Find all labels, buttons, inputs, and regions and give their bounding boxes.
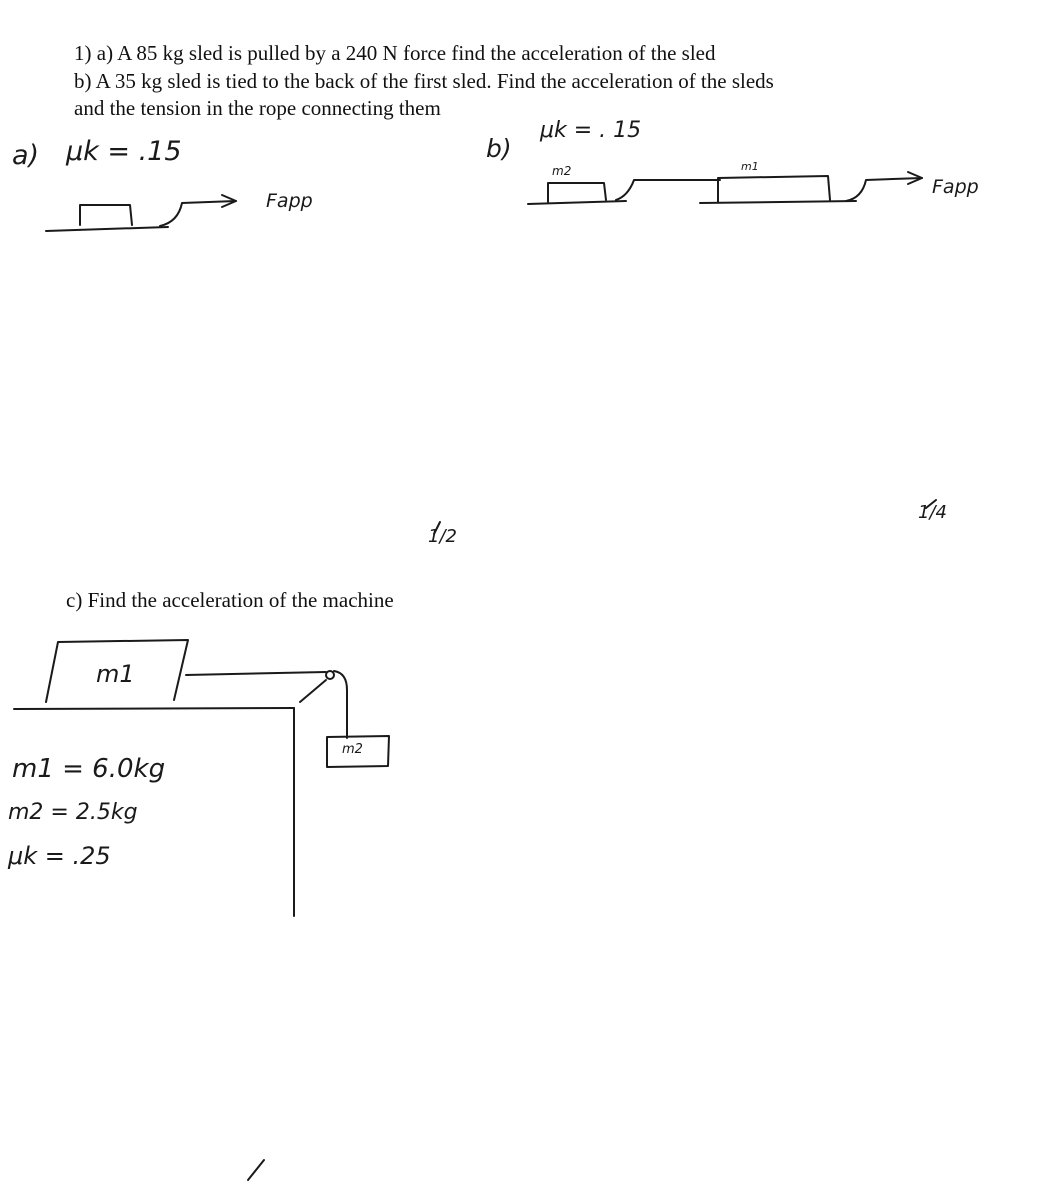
sketch-b-label: b)	[486, 134, 512, 163]
machine-string-horizontal	[186, 672, 326, 675]
sketch-b-sled-front	[718, 176, 830, 202]
margin-mark-right: 1/4	[918, 502, 947, 523]
problem-part-b-text: b) A 35 kg sled is tied to the back of the first sled. Find the acceleration of the sleds	[74, 69, 774, 93]
machine-pulley	[326, 671, 334, 679]
sketch-b-sled-back	[548, 183, 606, 202]
sketch-a-sled	[80, 205, 132, 225]
sketch-a-label: a)	[12, 140, 40, 171]
problem-part-b-text-continued: and the tension in the rope connecting them	[74, 96, 441, 120]
sketch-b-pull-rope	[846, 178, 922, 201]
sketch-b-connecting-rope	[616, 180, 720, 200]
sketch-b-ground-front	[700, 201, 856, 203]
machine-m2-value: m2 = 2.5kg	[8, 800, 138, 825]
problem-part-c-text: c) Find the acceleration of the machine	[66, 588, 394, 612]
machine-table-top	[14, 708, 294, 709]
sketch-b-mass-back-label: m2	[552, 164, 572, 178]
sketch-b-mass-front-label: m1	[741, 160, 759, 173]
machine-coefficient: μk = .25	[8, 842, 111, 870]
machine-pulley-bracket	[300, 680, 326, 702]
sketch-b-ground-back	[528, 201, 626, 204]
margin-mark-bottom-slash	[248, 1160, 264, 1180]
sketch-a-ground	[46, 227, 168, 231]
machine-m1-value: m1 = 6.0kg	[12, 754, 166, 784]
machine-block-m1-label: m1	[96, 660, 135, 688]
sketch-a-force-label: Fapp	[266, 190, 313, 212]
machine-block-m2-label: m2	[342, 742, 363, 757]
sketch-b-force-label: Fapp	[932, 176, 979, 198]
machine-string-vertical	[334, 671, 347, 738]
problem-part-a-text: 1) a) A 85 kg sled is pulled by a 240 N force find the acceleration of the sled	[74, 41, 716, 65]
margin-mark-left: 1/2	[428, 526, 457, 547]
sketch-a-rope	[160, 201, 236, 226]
sketch-a-coefficient: μk = .15	[66, 136, 182, 167]
sketch-b-coefficient: μk = . 15	[540, 118, 642, 143]
